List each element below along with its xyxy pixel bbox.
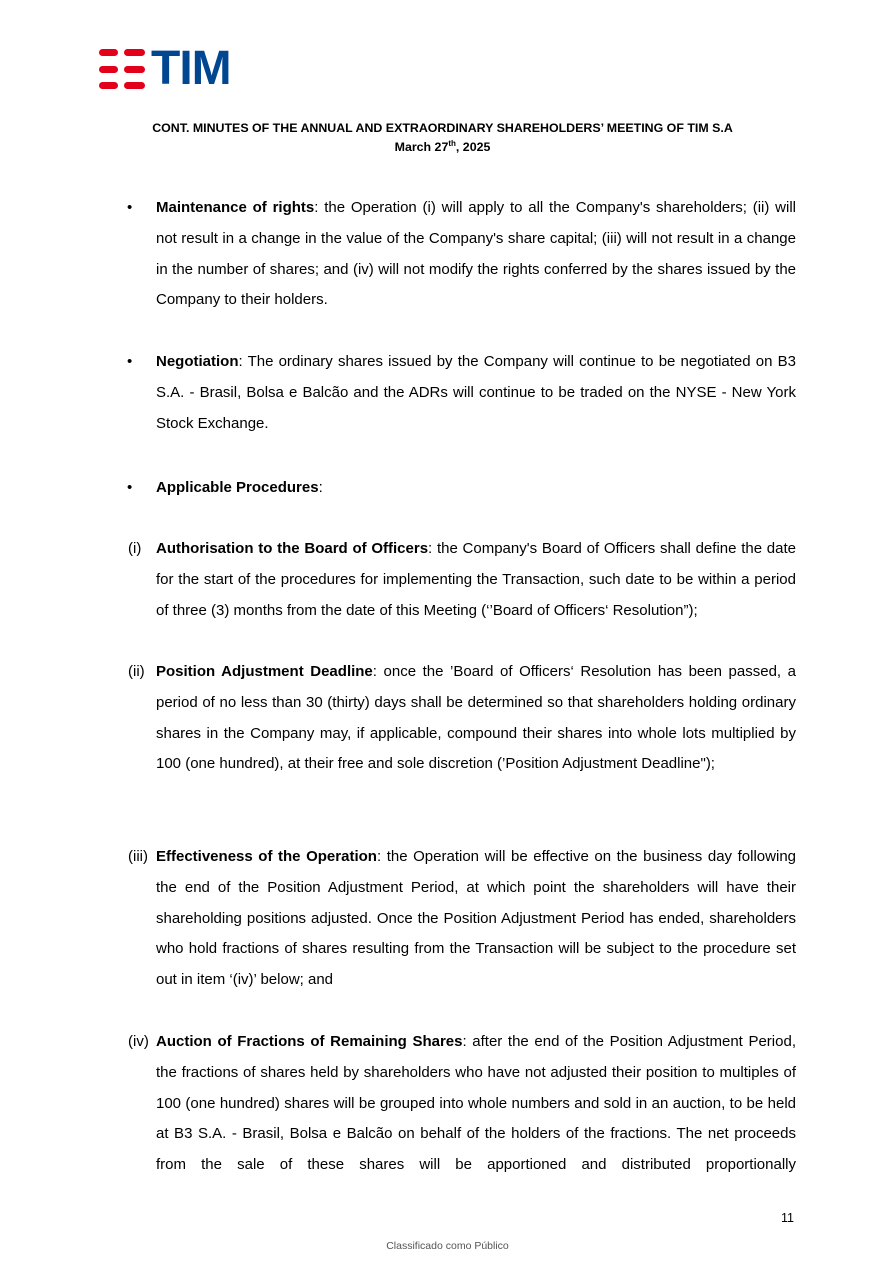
item-number: (iii) bbox=[128, 848, 148, 865]
item-effectiveness: Effectiveness of the Operation: the Operation will be effective on the business day following the end of the Position Adjustment Period, at which point the shareholders will have their shareholding positions adjusted. Once the Position Adjustment Period has ended, shareholders who hold fractions of shares resulting from the Transaction will be subject to the procedure set out in item ‘(iv)’ below; and bbox=[156, 848, 797, 989]
paragraph-heading: Applicable Procedures bbox=[156, 479, 319, 496]
bullet-marker: • bbox=[127, 479, 133, 496]
bullet-marker: • bbox=[127, 353, 133, 370]
item-heading: Effectiveness of the Operation bbox=[156, 848, 377, 865]
paragraph-negotiation: Negotiation: The ordinary shares issued by the Company will continue to be negotiated on B3 S.A. - Brasil, Bolsa e Balcão and the ADRs will continue to be traded on the NYSE - New York Stock Exchange. bbox=[156, 353, 796, 432]
document-title: CONT. MINUTES OF THE ANNUAL AND EXTRAORDINARY SHAREHOLDERS’ MEETING OF TIM S.A bbox=[152, 121, 733, 135]
item-number: (ii) bbox=[128, 663, 145, 680]
item-auction: Auction of Fractions of Remaining Shares: after the end of the Position Adjustment Period, the fractions of shares held by shareholders who have not adjusted their position to multiples of 100 (one hundred) shares will be grouped into whole numbers and sold in an auction, to be held at B3 S.A. - Brasil, Bolsa e Balcão on behalf of the holders of the fractions. The net proceeds from the sale of these shares will be apportioned and distributed proportionally bbox=[156, 1033, 796, 1174]
document-date: March 27th, 2025 bbox=[394, 138, 491, 154]
tim-logo-text: TIM bbox=[151, 42, 231, 95]
paragraph-applicable-procedures: Applicable Procedures: bbox=[156, 479, 323, 496]
item-heading: Position Adjustment Deadline bbox=[156, 663, 373, 680]
paragraph-heading: Maintenance of rights bbox=[156, 199, 315, 216]
tim-logo bbox=[99, 42, 249, 95]
item-authorisation: Authorisation to the Board of Officers: the Company's Board of Officers shall define the date for the start of the procedures for implementing the Transaction, such date to be within a period of three (3) months from the date of this Meeting (‘’Board of Officers‘ Resolution”); bbox=[156, 540, 796, 619]
item-number: (i) bbox=[128, 540, 142, 557]
item-number: (iv) bbox=[128, 1033, 149, 1050]
paragraph-maintenance-of-rights: Maintenance of rights: the Operation (i) will apply to all the Company's shareholders; (ii) will not result in a change in the value of the Company's share capital; (iii) will not result in a change in the number of shares; and (iv) will not modify the rights conferred by the shares issued by the Company to their holders. bbox=[156, 199, 796, 309]
paragraph-heading: Negotiation bbox=[156, 353, 239, 370]
item-position-adjustment: Position Adjustment Deadline: once the ’Board of Officers‘ Resolution has been passed, a period of no less than 30 (thirty) days shall be determined so that shareholders holding ordinary shares in the Company may, if applicable, compound their shares into whole lots multiplied by 100 (one hundred), at their free and sole discretion (’Position Adjustment Deadline"); bbox=[156, 663, 796, 773]
item-heading: Auction of Fractions of Remaining Shares bbox=[156, 1033, 463, 1050]
page-number: 11 bbox=[781, 1211, 794, 1225]
classification-footer: Classificado como Público bbox=[386, 1240, 509, 1252]
bullet-marker: • bbox=[127, 199, 133, 216]
item-heading: Authorisation to the Board of Officers bbox=[156, 540, 429, 557]
